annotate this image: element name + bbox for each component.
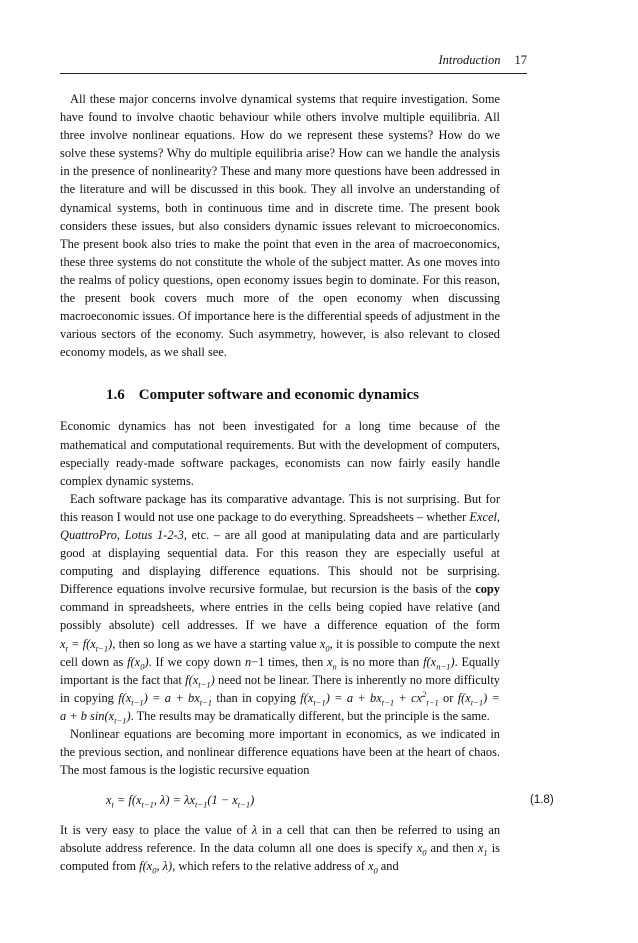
math-fx0: $f(x_0)$ [127, 654, 149, 672]
page-body [60, 90, 554, 876]
section-number: 1.6 [106, 387, 125, 404]
running-head [60, 53, 527, 68]
math-quadratic-form: $f(x_{t-1}) = a + bx_{t-1} + cx^2_{t-1}$ [300, 688, 439, 708]
math-fxt-1: $f(x_{t-1})$ [185, 672, 215, 690]
math-x0: $x_0$ [319, 636, 330, 653]
paragraph-nonlinear: Nonlinear equations are becoming more important in economics, as we indicated in the previous section, and nonlinear difference equations have been at the heart of chaos. The most famous is the logistic recursive equation [60, 727, 500, 778]
math-xn: $x_n$ [326, 654, 337, 672]
copy-command: copy [475, 582, 500, 597]
header-rule [60, 73, 527, 74]
running-title: Introduction [438, 53, 501, 67]
math-fxn-1: $f(x_{n-1})$ [423, 654, 455, 672]
math-sine-form: $f(x_{t-1}) = a + b$ $\sin(x_{t-1})$ [60, 690, 500, 726]
paragraph-software: Each software package has its comparative advantage. This is not surprising. But for this reason I would not use one package to do everything. Spreadsheets – whether Excel, QuattroPro, Lotus 1-2-3, etc. – are all good at manipulating data and are particularly good at displaying sequential data. For this reason they are especially useful at computing and displaying difference equations. This should not be surprising. Difference equations involve recursive formulae, but recursion is the basis of the copy command in spreadsheets, where entries in the cells being copied have relative (and possibly absolute) cell addresses. If we have a difference equation of the form $x_t = f(x_{t-1})$, then so long as we have a starting value $x_0$, it is possible to compute the next cell down as $f(x_0)$. If we copy down n−1 times, then $x_n$ is no more than $f(x_{n-1})$. Equally important is the fact that $f(x_{t-1})$ need not be linear. There is inherently no more difficulty in copying $f(x_{t-1}) = a + bx_{t-1}$ than in copying $f(x_{t-1}) = a + bx_{t-1} + cx^2_{t-1}$ or $f(x_{t-1}) = a + b$ $\sin(x_{t-1})$. The results may be dramatically different, but the principle is the same. [60, 491, 501, 726]
math-x0-b: $x_0$ [416, 841, 427, 858]
equation-label: (1.8) [530, 794, 554, 807]
section-heading [60, 385, 500, 405]
section-title: Computer software and economic dynamics [138, 387, 420, 404]
paragraph-lambda-cell: It is very easy to place the value of λ in a cell that can then be referred to using an absolute address reference. In the data column all one does is specify $x_0$ and then $x_1$ is computed from $f(x_0$, λ), which refers to the relative address of $x_0$ and [60, 823, 501, 876]
page-number: 17 [514, 53, 527, 67]
excel-name: Excel [469, 509, 497, 524]
paragraph-economic-dynamics: Economic dynamics has not been investigated for a long time because of the mathematical and computational requirements. But with the development of computers, especially ready-made software packages, economists can now fairly easily handle complex dynamic systems. [60, 419, 500, 488]
math-x1: $x_1$ [477, 841, 488, 858]
math-x0-c: $x_0$ [367, 859, 378, 876]
logistic-equation: $x_t = f(x_{t-1}$, $\lambda) = \lambda x_{t-1}(1 - x_{t-1})$ [106, 793, 255, 810]
lotus-name: Lotus 1-2-3 [124, 527, 184, 542]
equation-1-8 [60, 789, 554, 811]
math-n-1: n [244, 654, 252, 669]
math-lambda: λ [251, 823, 258, 838]
quattropro-name: QuattroPro [60, 527, 117, 542]
math-linear-form: $f(x_{t-1}) = a + bx_{t-1}$ [118, 690, 213, 708]
math-recurrence: $x_t = f(x_{t-1})$ [60, 636, 113, 653]
paragraph-concerns: All these major concerns involve dynamical systems that require investigation. Some have found to involve chaotic behaviour while others involve multiple equilibria. All three involve nonlinear equations. How do we represent these systems? How do we solve these systems? Why do multiple equilibria arise? How can we handle the analysis in the presence of nonlinearity? These and many more questions have been addressed in the literature and will be discussed in this book. They all involve an understanding of dynamical systems, both in continuous time and in discrete time. The present book considers these issues, but also considers dynamic issues relevant to microeconomics. The present book also tries to make the point that even in the area of macroeconomics, these three systems do not constitute the whole of the subject matter. As one moves into the realms of policy questions, open economy issues begin to dominate. For this reason, the present book covers much more of the open economy when discussing macroeconomic issues. Of importance here is the differential speeds of adjustment in the various sectors of the economy. Such asymmetry, however, is also relevant to closed economy models, as we shall see. [60, 92, 500, 360]
math-fx0-lambda: $f(x_0$, λ) [139, 859, 173, 876]
